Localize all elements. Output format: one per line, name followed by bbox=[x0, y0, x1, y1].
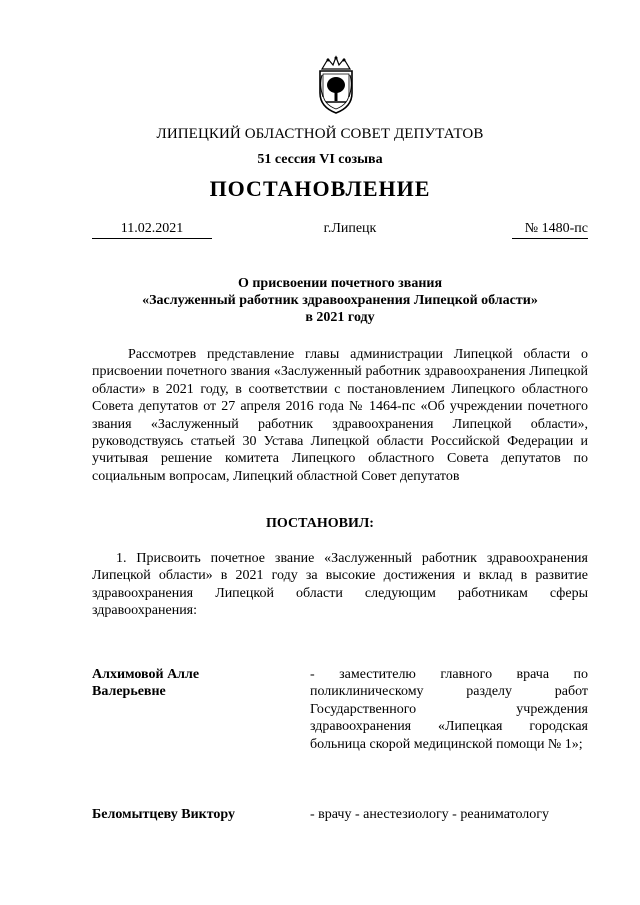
document-city: г.Липецк bbox=[323, 221, 377, 236]
awardee-description: - врачу - анестезиологу - реаниматологу bbox=[310, 807, 550, 822]
awardee-name: Беломытцеву Виктору bbox=[92, 807, 236, 822]
title-line-3: в 2021 году bbox=[305, 310, 375, 325]
awardee-name: Алхимовой Алле Валерьевне bbox=[92, 667, 200, 700]
document-number: № 1480-пс bbox=[512, 221, 588, 239]
decree-word: ПОСТАНОВИЛ: bbox=[266, 516, 374, 531]
decree-item-1: 1. Присвоить почетное звание «Заслуженный работник здравоохранения Липецкой области» в 2021 году за высокие достижения и вклад в развитие здравоохранения Липецкой области следующим работникам сферы здравоохранения: bbox=[92, 551, 588, 619]
council-name: ЛИПЕЦКИЙ ОБЛАСТНОЙ СОВЕТ ДЕПУТАТОВ bbox=[156, 126, 484, 142]
session-label: 51 сессия VI созыва bbox=[257, 152, 383, 167]
document-type-heading: ПОСТАНОВЛЕНИЕ bbox=[209, 176, 431, 201]
coat-of-arms-icon bbox=[314, 55, 358, 115]
title-line-2: «Заслуженный работник здравоохранения Липецкой области» bbox=[142, 293, 538, 308]
awardee-description: - заместителю главного врача по поликлиническому разделу работ Государственного учреждения здравоохранения «Липецкая городская больница скорой медицинской помощи № 1»; bbox=[310, 667, 588, 752]
title-line-1: О присвоении почетного звания bbox=[237, 276, 443, 291]
document-date: 11.02.2021 bbox=[92, 221, 212, 239]
document-title bbox=[92, 275, 588, 326]
preamble-paragraph: Рассмотрев представление главы администрации Липецкой области о присвоении почетного звания «Заслуженный работник здравоохранения Липецкой области» в 2021 году, в соответствии с постановлением Липецкого областного Совета депутатов от 27 апреля 2016 года № 1464-пс «Об учреждении почетного звания «Заслуженный работник здравоохранения Липецкой области», руководствуясь статьей 30 Устава Липецкой области Российской Федерации и учитывая решение комитета Липецкого областного Совета депутатов по социальным вопросам, Липецкий областной Совет депутатов bbox=[92, 347, 588, 484]
